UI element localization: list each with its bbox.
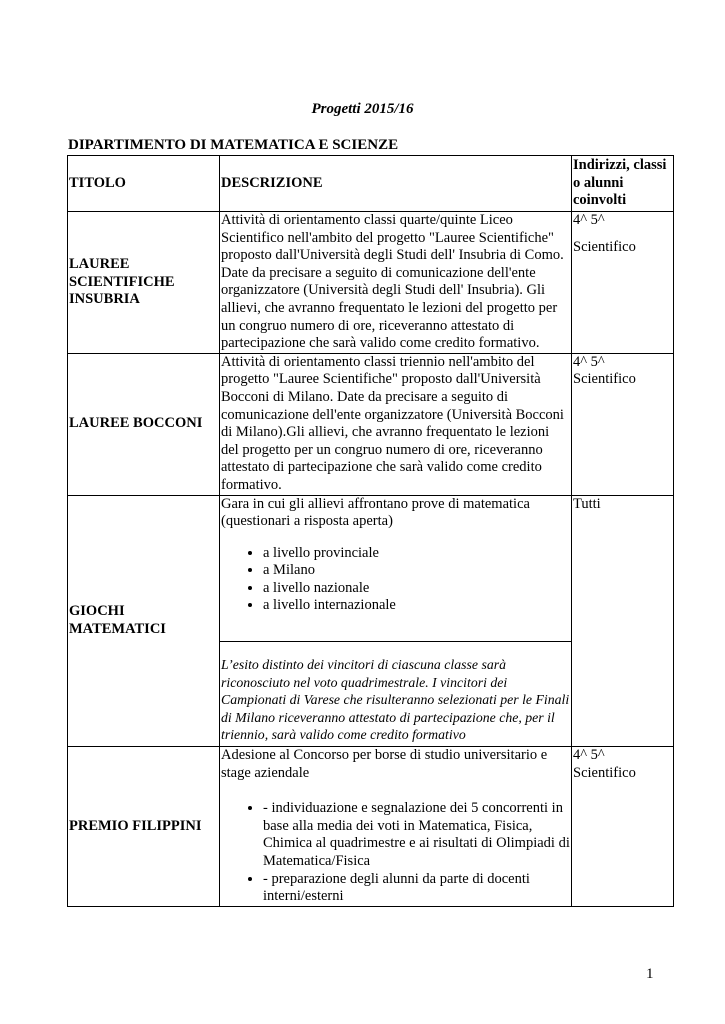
row-note: L’esito distinto dei vincitori di ciascuna classe sarà riconosciuto nel voto quadrimestrale. I vincitori dei Campionati di Varese che risulteranno selezionati per le Finali di Milano riceveranno attestato di partecipazione che, per il triennio, sarà valido come credito formativo [220, 641, 571, 746]
bullet-list [221, 545, 570, 615]
row-classes-cell [572, 353, 674, 495]
row-description: Adesione al Concorso per borse di studio universitario e stage aziendale [221, 747, 548, 781]
header-descrizione: DESCRIZIONE [220, 156, 572, 212]
row-indirizzo: Scientifico [573, 238, 636, 255]
page-title: Progetti 2015/16 [311, 101, 414, 117]
list-item: • a livello internazionale [263, 597, 570, 615]
list-item: • a livello provinciale [263, 545, 570, 563]
header-titolo: TITOLO [68, 156, 220, 212]
row-title: GIOCHI MATEMATICI [68, 495, 220, 747]
row-description: Attività di orientamento classi quarte/quinte Liceo Scientifico nell'ambito del progetto "Lauree Scientifiche" proposto dall'Università degli Studi dell' Insubria di Como. Date da precisare a seguito di comunicazione dell'ente organizzatore (Università degli Studi dell' Insubria). Gli allievi, che avranno frequentato le lezioni del progetto per un congruo numero di ore, riceveranno attestato di partecipazione che sarà valido come credito formativo. [220, 212, 572, 354]
row-classes-cell [572, 495, 674, 747]
row-description-cell [220, 495, 572, 747]
row-description: Attività di orientamento classi triennio nell'ambito del progetto "Lauree Scientifiche" proposto dall'Università Bocconi di Milano. Date da precisare a seguito di comunicazione dell'ente organizzatore (Università Bocconi di Milano).Gli allievi, che avranno frequentato le lezioni del progetto per un congruo numero di ore, riceveranno attestato di partecipazione che sarà valido come credito formativo. [220, 353, 572, 495]
row-description-cell [220, 747, 572, 907]
table-row [68, 353, 674, 495]
page-number: 1 [646, 966, 654, 982]
row-classes: Tutti [573, 495, 601, 512]
row-title: PREMIO FILIPPINI [68, 747, 220, 907]
list-item: • a livello nazionale [263, 580, 570, 598]
row-description: Gara in cui gli allievi affrontano prove di matematica (questionari a risposta aperta) [221, 495, 530, 530]
table-header-row [68, 156, 674, 212]
table-row [68, 495, 674, 747]
projects-table [67, 155, 674, 907]
list-item: • - preparazione degli alunni da parte di docenti interni/esterni [263, 871, 570, 906]
row-title: LAUREE SCIENTIFICHE INSUBRIA [68, 212, 220, 354]
row-classes: 4^ 5^ [573, 353, 605, 370]
row-indirizzo: Scientifico [573, 764, 636, 781]
row-title: LAUREE BOCCONI [68, 353, 220, 495]
header-indirizzi: Indirizzi, classi o alunni coinvolti [572, 156, 674, 212]
list-item: • a Milano [263, 562, 570, 580]
row-classes-cell [572, 747, 674, 907]
table-row [68, 747, 674, 907]
row-classes: 4^ 5^ [573, 212, 605, 228]
row-indirizzo: Scientifico [573, 371, 636, 388]
list-item: • - individuazione e segnalazione dei 5 concorrenti in base alla media dei voti in Matematica, Fisica, Chimica al quadrimestre e ai risultati di Olimpiadi di Matematica/Fisica [263, 800, 570, 870]
bullet-list [221, 800, 570, 906]
table-row [68, 212, 674, 354]
row-classes: 4^ 5^ [573, 747, 605, 764]
department-heading: DIPARTIMENTO DI MATEMATICA E SCIENZE [68, 137, 399, 153]
row-classes-cell [572, 212, 674, 354]
